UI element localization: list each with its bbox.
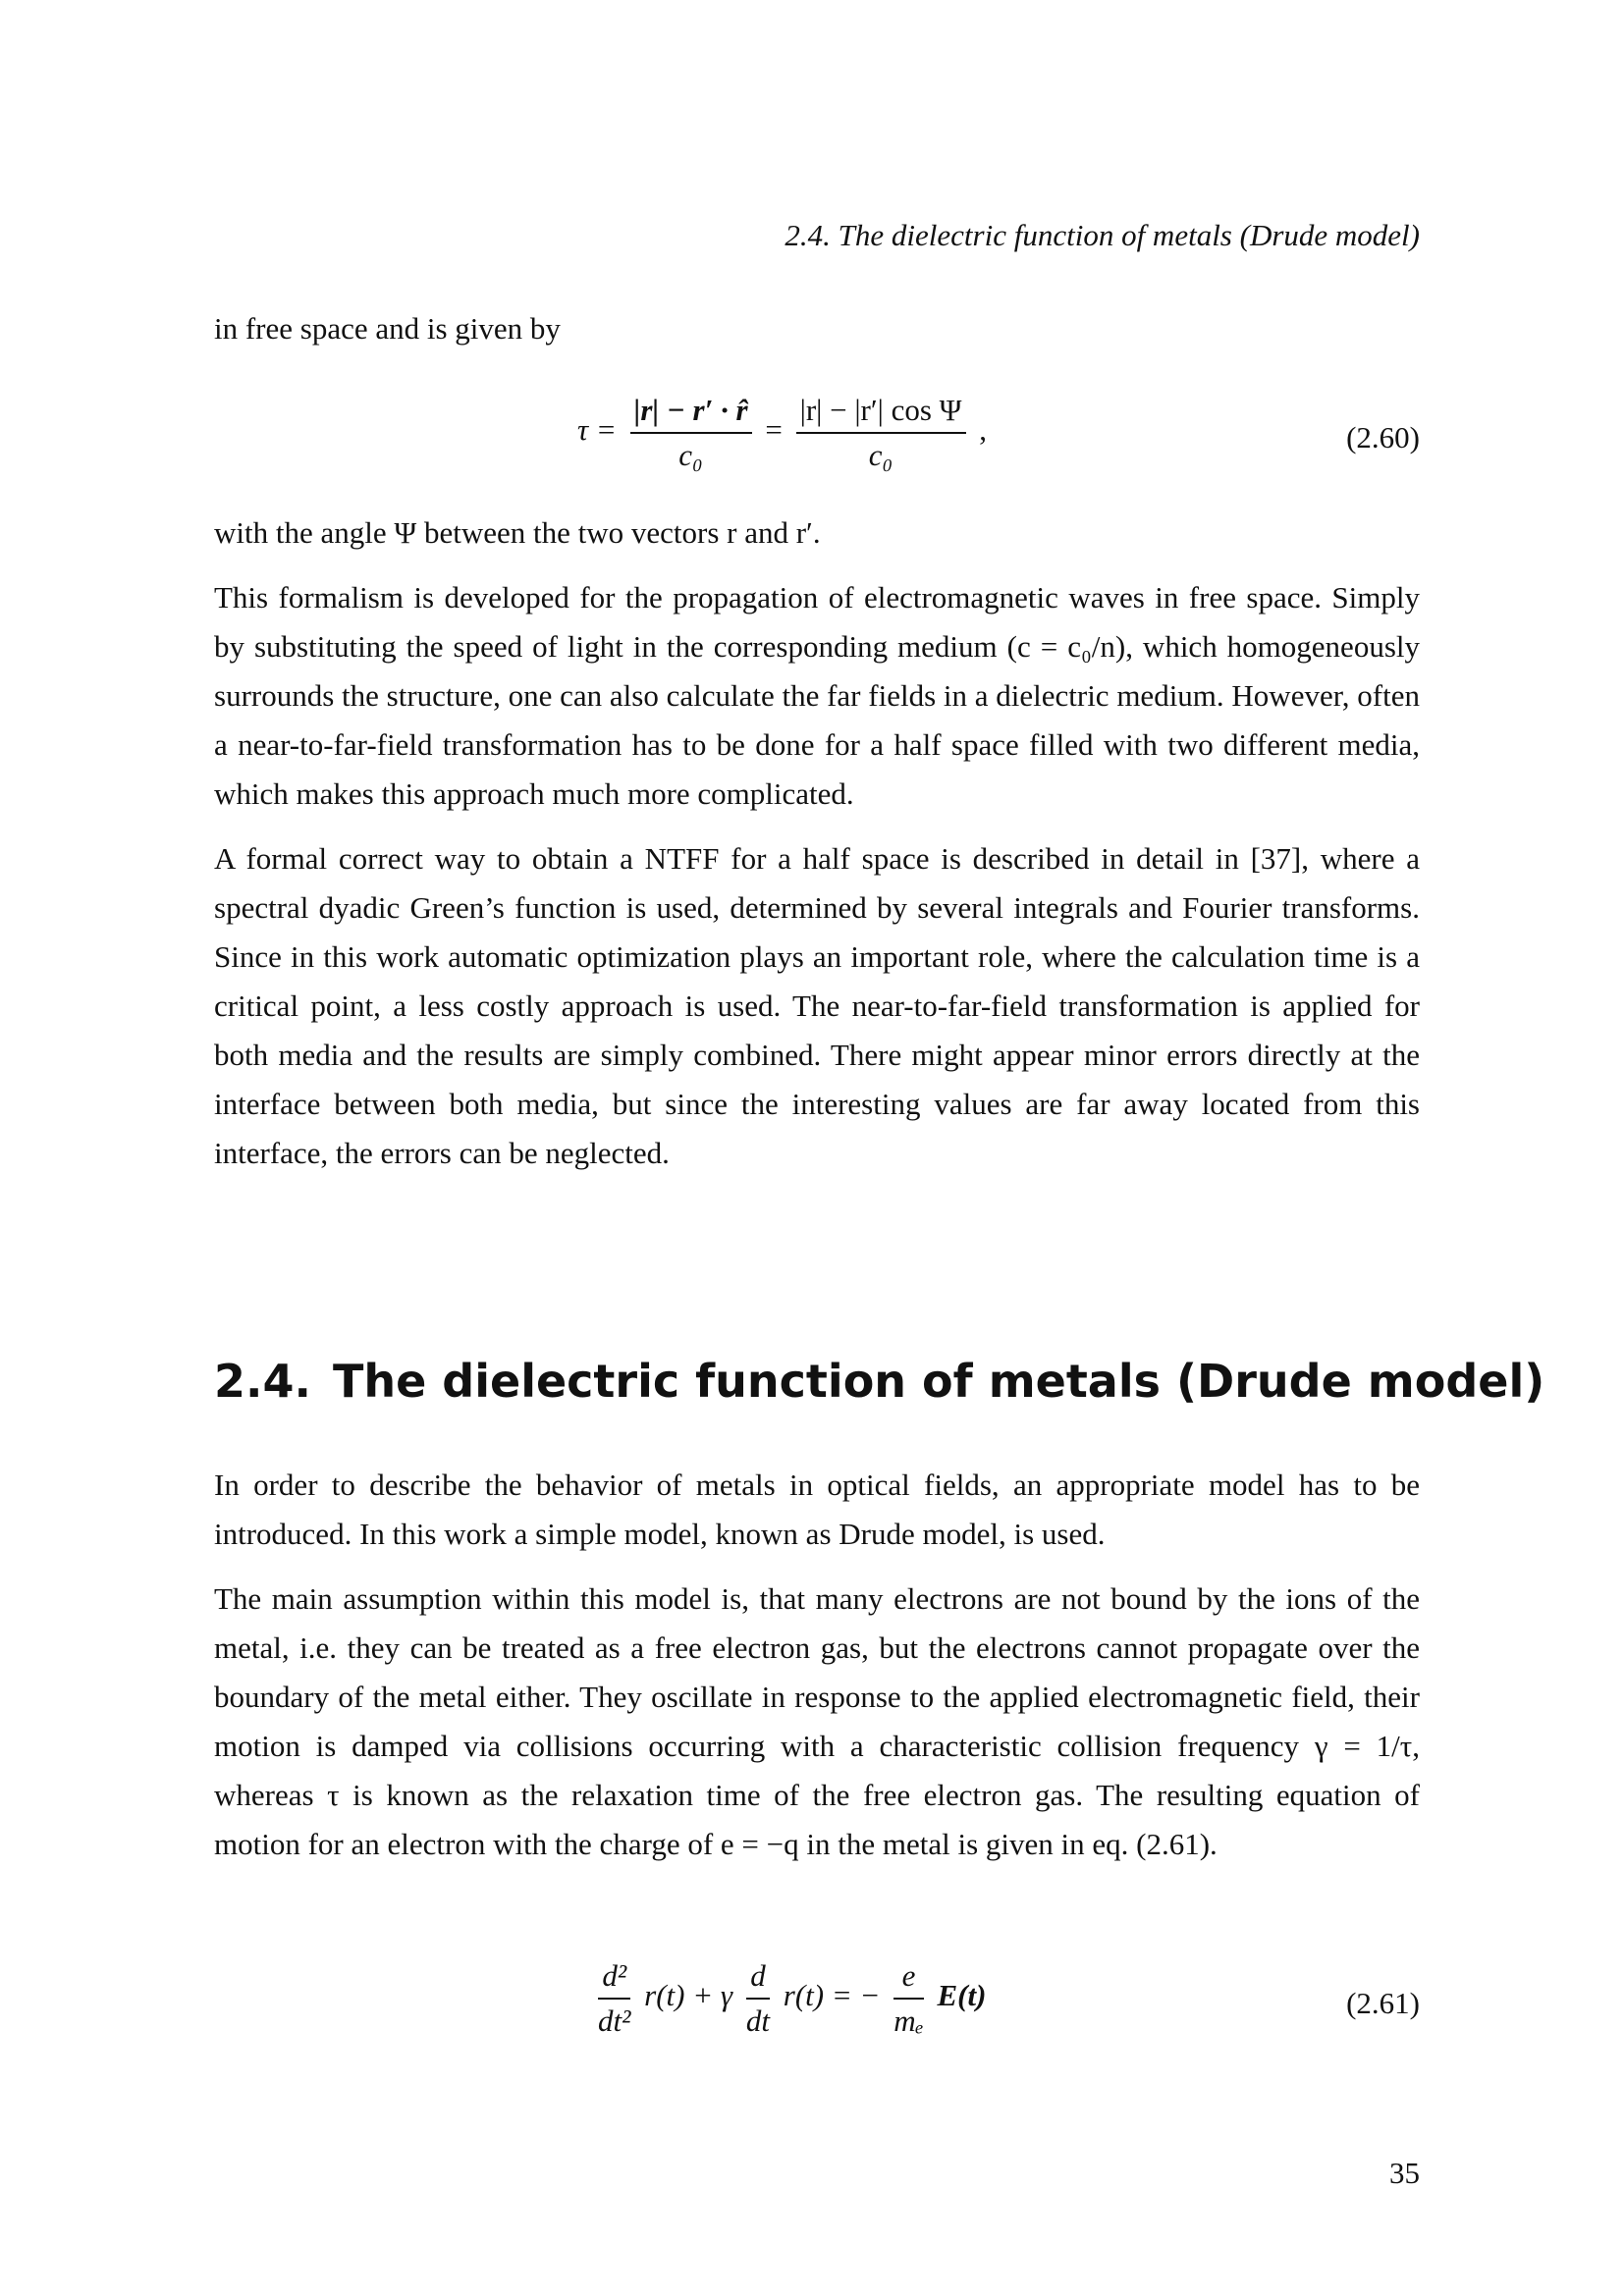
eq-260-frac2-denominator: c₀ (868, 438, 893, 472)
section-title-text: The dielectric function of metals (Drude model) (332, 1355, 1545, 1408)
eq-261-d-denominator: dt (745, 2003, 771, 2038)
eq-260-trail: , (979, 412, 988, 448)
eq-260-lhs: τ = (577, 412, 617, 448)
paragraph-ntff: A formal correct way to obtain a NTFF for a half space is described in detail in [37], where a spectral dyadic Green’s function is used, determined by several integrals and Fourier transforms. Since in this work automatic optimization plays an important role, where the calculation time is a critical point, a less costly approach is used. The near-to-far-field transformation is applied for both media and the results are simply combined. There might appear minor errors directly at the interface between both media, but since the interesting values are far away located from this interface, the errors can be neglected. (214, 841, 1420, 1170)
body-block-1 (214, 508, 1420, 1194)
eq-261-term-2: r(t) = − (783, 1978, 881, 2013)
eq-260-fraction-2 (796, 393, 966, 473)
paragraph-drude-intro: In order to describe the behavior of metals in optical fields, an appropriate model has to be introduced. In this work a simple model, known as Drude model, is used. (214, 1468, 1420, 1551)
section-number: 2.4. (214, 1355, 311, 1408)
equation-2-61-body (592, 1958, 986, 2039)
equation-2-61 (214, 1958, 1420, 2066)
eq-260-frac1-numerator: |r| − r′ · r̂ (630, 393, 752, 434)
eq-261-term-1: r(t) + γ (644, 1978, 733, 2013)
paragraph-formalism: This formalism is developed for the propagation of electromagnetic waves in free space. Simply by substituting the speed of light in the corresponding medium (c = c₀/n), which homogeneously surrounds the structure, one can also calculate the far fields in a dielectric medium. However, often a near-to-far-field transformation has to be done for a half space filled with two different media, which makes this approach much more complicated. (214, 580, 1420, 811)
intro-line (214, 304, 1420, 369)
equation-2-60 (214, 393, 1420, 501)
eq-261-d2-denominator: dt² (598, 2003, 631, 2038)
eq-261-first-derivative (746, 1958, 770, 2039)
eq-261-e-denominator: mₑ (893, 2003, 924, 2038)
paragraph-angle: with the angle Ψ between the two vectors r and r′. (214, 515, 821, 550)
paragraph-assumption: The main assumption within this model is, that many electrons are not bound by the ions of the metal, i.e. they can be treated as a free electron gas, but the electrons cannot propagate over the boundary of the metal either. They oscillate in response to the applied electromagnetic field, their motion is damped via collisions occurring with a characteristic collision frequency γ = 1/τ, whereas τ is known as the relaxation time of the free electron gas. The resulting equation of motion for an electron with the charge of e = −q in the metal is given in eq. (2.61). (214, 1581, 1420, 1861)
intro-text: in free space and is given by (214, 311, 561, 346)
eq-260-equals: = (765, 412, 783, 448)
eq-260-frac1-denominator: c₀ (678, 438, 703, 472)
eq-261-e-numerator: e (893, 1958, 924, 2000)
eq-260-fraction-1 (630, 393, 752, 473)
section-heading (214, 1355, 1544, 1408)
running-head: 2.4. The dielectric function of metals (Drude model) (785, 218, 1420, 252)
eq-261-number: (2.61) (1346, 1986, 1420, 2020)
eq-260-frac2-numerator: |r| − |r′| cos Ψ (796, 393, 966, 434)
eq-261-term-3: E(t) (937, 1978, 987, 2013)
eq-261-d-numerator: d (746, 1958, 770, 2000)
eq-260-number: (2.60) (1346, 420, 1420, 454)
eq-261-d2-numerator: d² (598, 1958, 630, 2000)
equation-2-60-body (577, 393, 987, 473)
page-number: 35 (1389, 2156, 1420, 2190)
eq-261-charge-mass-fraction (893, 1958, 924, 2039)
eq-261-second-derivative (598, 1958, 630, 2039)
body-block-2 (214, 1461, 1420, 1885)
